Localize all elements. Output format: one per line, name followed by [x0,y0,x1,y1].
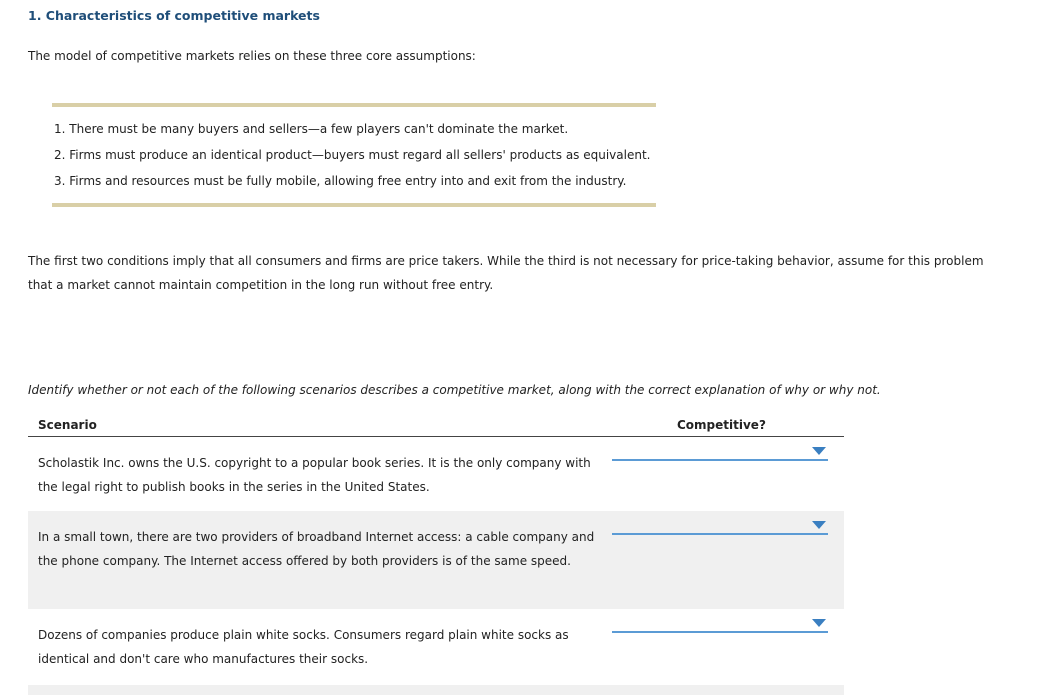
assumptions-box [52,103,656,207]
scenario-table [28,412,844,695]
table-row [28,609,844,685]
competitive-dropdown[interactable] [612,445,828,461]
table-row [28,437,844,511]
chevron-down-icon[interactable] [812,619,826,627]
table-row [28,511,844,609]
header-competitive: Competitive? [677,418,766,432]
assumption-item: 3. Firms and resources must be fully mobile, allowing free entry into and exit from the industry. [54,174,627,188]
table-header [28,412,844,437]
scenario-text: In a small town, there are two providers of broadband Internet access: a cable company and the phone company. The Internet access offered by both providers is of the same speed. [38,530,595,568]
assumptions-list [54,121,650,199]
chevron-down-icon[interactable] [812,521,826,529]
question-title: 1. Characteristics of competitive markets [28,8,320,23]
intro-text: The model of competitive markets relies on these three core assumptions: [28,49,476,63]
assumption-item: 1. There must be many buyers and sellers—a few players can't dominate the market. [54,122,569,136]
competitive-dropdown[interactable] [612,519,828,535]
scenario-text: Scholastik Inc. owns the U.S. copyright to a popular book series. It is the only company with the legal right to publish books in the series in the United States. [38,456,591,494]
table-row [28,685,844,695]
competitive-dropdown[interactable] [612,617,828,633]
instruction-text: Identify whether or not each of the following scenarios describes a competitive market, along with the correct explanation of why or why not. [28,383,881,397]
header-scenario: Scenario [38,418,97,432]
scenario-text: Dozens of companies produce plain white socks. Consumers regard plain white socks as identical and don't care who manufactures their socks. [38,628,569,666]
chevron-down-icon[interactable] [812,447,826,455]
explanation-paragraph: The first two conditions imply that all consumers and firms are price takers. While the third is not necessary for price-taking behavior, assume for this problem that a market cannot maintain competition in the long run without free entry. [28,254,984,292]
assumption-item: 2. Firms must produce an identical product—buyers must regard all sellers' products as equivalent. [54,148,651,162]
